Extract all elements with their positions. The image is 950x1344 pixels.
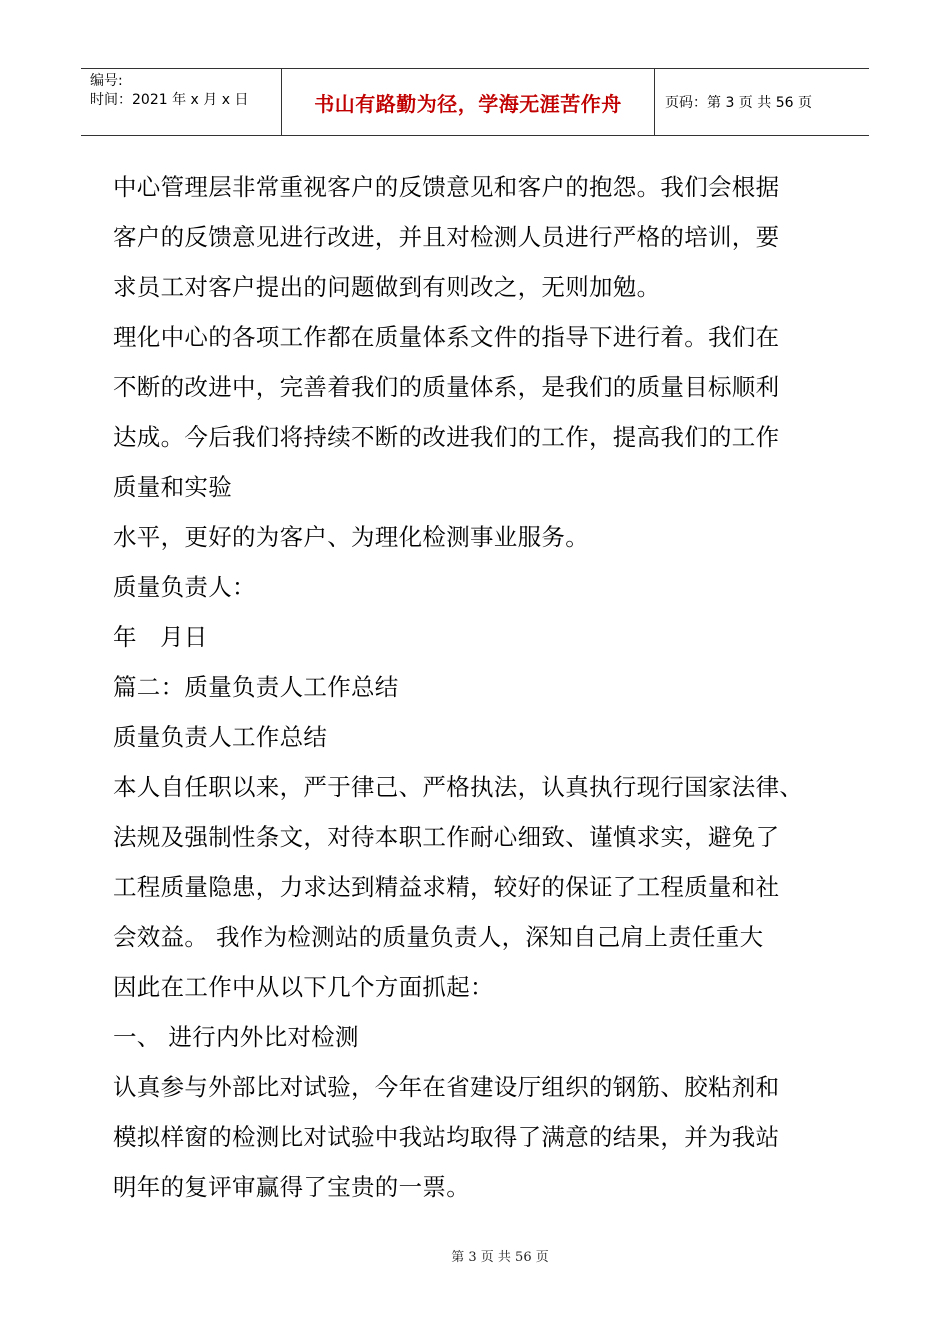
body-line: 理化中心的各项工作都在质量体系文件的指导下进行着。我们在 — [113, 323, 780, 351]
body-line: 法规及强制性条文，对待本职工作耐心细致、谨慎求实，避免了 — [113, 823, 780, 851]
body-line: 达成。今后我们将持续不断的改进我们的工作，提高我们的工作 — [113, 423, 780, 451]
date-line: 年 月日 — [113, 623, 208, 651]
section-heading: 篇二：质量负责人工作总结 — [113, 673, 399, 701]
body-line: 工程质量隐患，力求达到精益求精，较好的保证了工程质量和社 — [113, 873, 780, 901]
header-page-info: 页码：第 3 页 共 56 页 — [665, 95, 812, 111]
body-line: 模拟样窗的检测比对试验中我站均取得了满意的结果，并为我站 — [113, 1123, 780, 1151]
header-motto-cell — [281, 69, 655, 135]
header-page-cell — [655, 69, 869, 135]
body-line: 会效益。 我作为检测站的质量负责人，深知自己肩上责任重大 — [113, 923, 764, 951]
header-motto: 书山有路勤为径，学海无涯苦作舟 — [314, 91, 622, 116]
section-title: 质量负责人工作总结 — [113, 723, 328, 751]
document-body — [113, 162, 853, 1212]
document-number-label: 编号: — [90, 73, 123, 89]
body-line: 认真参与外部比对试验，今年在省建设厅组织的钢筋、胶粘剂和 — [113, 1073, 780, 1101]
body-line: 求员工对客户提出的问题做到有则改之，无则加勉。 — [113, 273, 661, 301]
signature-label: 质量负责人： — [113, 573, 256, 601]
body-line: 本人自任职以来，严于律己、严格执法，认真执行现行国家法律、 — [113, 773, 804, 801]
body-line: 中心管理层非常重视客户的反馈意见和客户的抱怨。我们会根据 — [113, 173, 780, 201]
document-header — [81, 68, 869, 136]
body-line: 客户的反馈意见进行改进，并且对检测人员进行严格的培训，要 — [113, 223, 780, 251]
page-footer — [0, 1246, 950, 1265]
body-line: 质量和实验 — [113, 473, 232, 501]
header-meta-cell — [81, 69, 281, 135]
document-time-label: 时间：2021 年 x 月 x 日 — [90, 92, 249, 108]
body-line: 因此在工作中从以下几个方面抓起： — [113, 973, 494, 1001]
footer-page-number: 第 3 页 共 56 页 — [451, 1250, 549, 1265]
body-line: 水平，更好的为客户、为理化检测事业服务。 — [113, 523, 589, 551]
subsection-heading: 一、 进行内外比对检测 — [113, 1023, 359, 1051]
body-line: 明年的复评审赢得了宝贵的一票。 — [113, 1173, 470, 1201]
body-line: 不断的改进中，完善着我们的质量体系，是我们的质量目标顺利 — [113, 373, 780, 401]
